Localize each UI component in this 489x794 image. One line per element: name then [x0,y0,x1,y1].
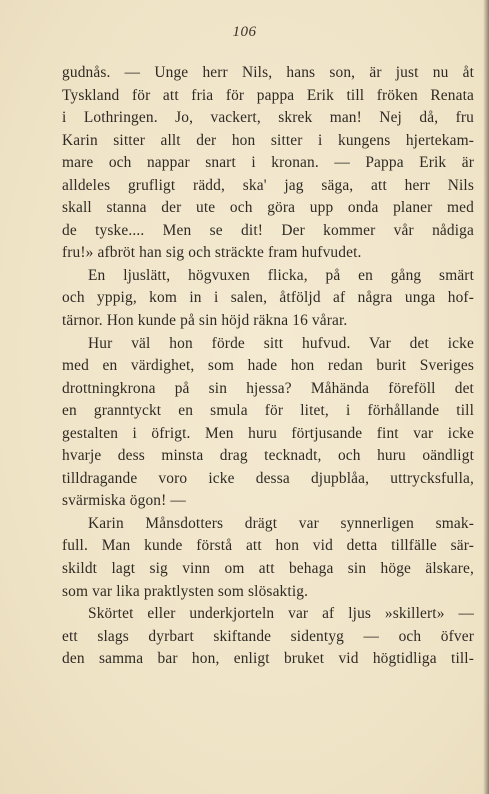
text-line: gudnås. — Unge herr Nils, hans son, är just nu åt [62,64,474,81]
text-line: svärmiska ögon! — [62,492,186,510]
text-line: Karin Månsdotters drägt var synnerligen smak- [88,514,474,532]
text-line: drottningkrona på sin hjessa? Måhända föreföll det [62,379,474,397]
text-line: mare och nappar snart i kronan. — Pappa Erik är [62,154,474,172]
text-line: full. Man kunde förstå att hon vid detta tillfälle sär- [62,537,474,555]
text-line: och yppig, kom in i salen, åtföljd af några unga hof- [62,289,474,307]
text-line: alldeles grufligt rädd, ska' jag säga, att herr Nils [62,176,474,194]
text-line: i Lothringen. Jo, vackert, skrek man! Nej då, fru [62,109,474,127]
text-line: Tyskland för att fria för pappa Erik till fröken Renata [62,86,474,104]
text-line: hvarje dess minsta drag tecknadt, och huru oändligt [62,447,474,465]
text-line: tilldragande voro icke dessa djupblåa, uttrycksfulla, [62,469,474,487]
text-line: gestalten i öfrigt. Men huru förtjusande fint var icke [62,424,474,442]
text-line: tärnor. Hon kunde på sin höjd räkna 16 vårar. [62,312,348,330]
text-line: de tyske.... Men se dit! Der kommer vår nådiga [62,221,474,239]
text-line: Karin sitter allt der hon sitter i kungens hjertekam- [62,131,474,149]
text-line: en granntyckt en smula för litet, i förhållande till [62,402,474,420]
body-text [62,62,474,671]
text-line: med en värdighet, som hade hon redan burit Sveriges [62,357,474,375]
text-line: fru!» afbröt han sig och sträckte fram hufvudet. [62,244,362,262]
text-line: En ljuslätt, högvuxen flicka, på en gång smärt [88,266,474,284]
text-line: ett slags dyrbart skiftande sidentyg — och öfver [62,627,474,645]
text-line: Hur väl hon förde sitt hufvud. Var det icke [88,334,474,352]
text-line: som var lika praktlysten som slösaktig. [62,582,309,600]
page-edge-shadow [483,0,489,794]
text-line: Skörtet eller underkjorteln var af ljus »skillert» — [88,605,474,623]
text-line: skall stanna der ute och göra upp onda planer med [62,199,474,217]
text-line: den samma bar hon, enligt bruket vid högtidliga till- [62,650,474,668]
page-number: 106 [232,24,257,40]
text-line: skildt lagt sig vinn om att behaga sin höge älskare, [62,560,474,578]
